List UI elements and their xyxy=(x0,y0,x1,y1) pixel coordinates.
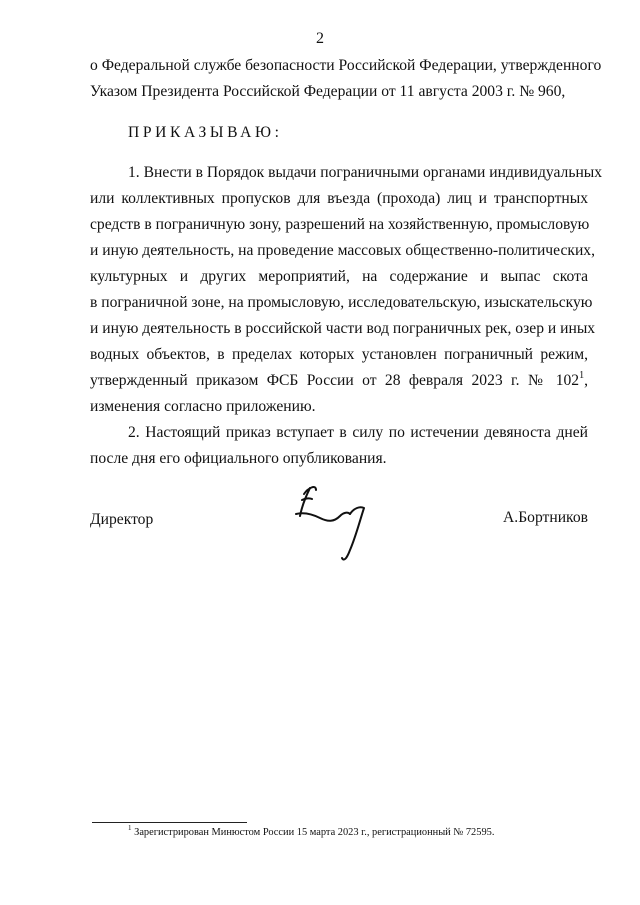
item1-line-2: или коллективных пропусков для въезда (прохода) лиц и транспортных xyxy=(90,190,588,207)
footnote-divider xyxy=(92,822,247,823)
item1-line-4: и иную деятельность, на проведение массовых общественно-политических, xyxy=(90,242,595,259)
item1-line-10: изменения согласно приложению. xyxy=(90,398,316,415)
footnote-mark: 1 xyxy=(128,823,132,832)
item1-line-9: утвержденный приказом ФСБ России от 28 февраля 2023 г. № $102^1$, xyxy=(90,369,588,389)
item1-line-3: средств в пограничную зону, разрешений на хозяйственную, промысловую xyxy=(90,216,590,233)
item2-line-1: 2. Настоящий приказ вступает в силу по истечении девяноста дней xyxy=(128,424,588,441)
intro-line-2: Указом Президента Российской Федерации от 11 августа 2003 г. № 960, xyxy=(90,83,566,100)
item1-line-6: в пограничной зоне, на промысловую, исследовательскую, изыскательскую xyxy=(90,294,593,311)
signatory-title: Директор xyxy=(90,511,154,528)
intro-line-1: о Федеральной службе безопасности Российской Федерации, утвержденного xyxy=(90,57,602,74)
footnote-text: Зарегистрирован Минюстом России 15 марта 2023 г., регистрационный № 72595. xyxy=(134,827,495,838)
item1-line-9-text: утвержденный приказом ФСБ России от 28 февраля 2023 г. № 102 xyxy=(90,372,580,389)
page-number: 2 xyxy=(316,30,324,47)
footnote-reference: 1 xyxy=(579,369,585,381)
item1-line-1: 1. Внести в Порядок выдачи пограничными органами индивидуальных xyxy=(128,164,603,181)
item1-line-8: водных объектов, в пределах которых установлен пограничный режим, xyxy=(90,346,588,363)
signatory-name: А.Бортников xyxy=(503,509,588,526)
item2-line-2: после дня его официального опубликования. xyxy=(90,450,387,467)
order-heading: ПРИКАЗЫВАЮ: xyxy=(128,124,283,141)
item1-line-7: и иную деятельность в российской части вод пограничных рек, озер и иных xyxy=(90,320,596,337)
handwritten-signature xyxy=(290,478,380,568)
item1-line-5: культурных и других мероприятий, на содержание и выпас скота xyxy=(90,268,588,285)
footnote xyxy=(128,823,495,840)
